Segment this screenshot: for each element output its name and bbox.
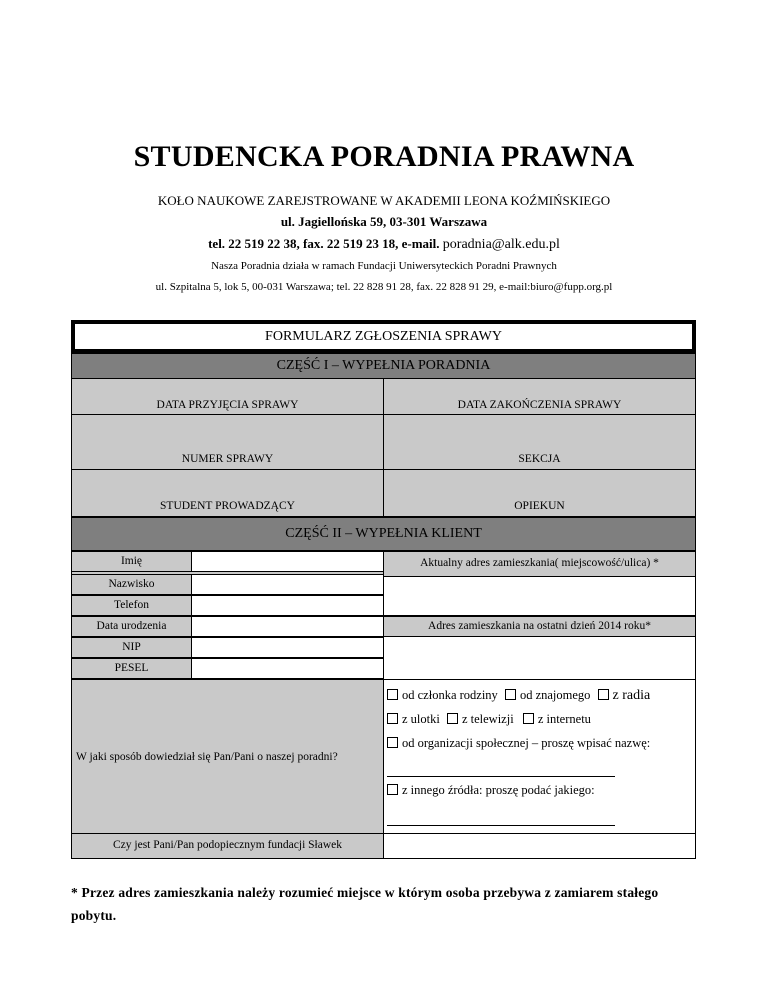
part1-row-divider [72,469,695,470]
first-name-label: Imię [120,555,143,567]
closing-date-label: DATA ZAKOŃCZENIA SPRAWY [457,399,622,411]
organization-title: STUDENCKA PORADNIA PRAWNA [133,140,635,173]
contact-phone-fax: tel. 22 519 22 38, fax. 22 519 23 18, e-mail. [208,236,440,251]
organization-name-line[interactable] [387,776,615,777]
part1-header: CZĘŚĆ I – WYPEŁNIA PORADNIA [71,353,696,379]
form-title: FORMULARZ ZGŁOSZENIA SPRAWY [71,320,696,353]
address-2014-label-cell [383,616,696,637]
contact-email-link[interactable]: poradnia@alk.edu.pl [442,237,560,252]
birth-date-label-cell [71,616,192,637]
internet-checkbox[interactable] [523,713,534,724]
current-address-label-cell [383,551,696,577]
family-option-label: od członka rodziny [402,688,498,702]
radio-option-label: z radia [612,688,651,703]
source-options-row-4 [387,783,595,798]
birth-date-input[interactable] [191,616,384,637]
address-2014-label: Adres zamieszkania na ostatni dzień 2014 roku* [428,620,651,632]
source-options-cell [383,679,696,834]
admission-date-label: DATA PRZYJĘCIA SPRAWY [156,399,299,411]
source-options-row-2 [387,712,591,727]
birth-date-label: Data urodzenia [96,620,167,632]
last-name-input[interactable] [191,574,384,595]
organization-option-label: od organizacji społecznej – proszę wpisać nazwę: [402,736,651,750]
source-question-cell [71,679,384,834]
current-address-label: Aktualny adres zamieszkania( miejscowość/ulica) * [420,557,659,569]
organization-address: ul. Jagiellońska 59, 03-301 Warszawa [280,214,488,229]
nip-label: NIP [122,641,141,653]
phone-label: Telefon [114,599,149,611]
nip-label-cell [71,637,192,658]
internet-option-label: z internetu [537,712,591,726]
other-source-line[interactable] [387,825,615,826]
section-label: SEKCJA [518,453,561,465]
source-options-row-3 [387,736,650,751]
nip-input[interactable] [191,637,384,658]
leaflet-option-label: z ulotki [402,712,440,726]
source-options-row-1 [387,688,650,704]
family-checkbox[interactable] [387,689,398,700]
last-name-label-cell [71,574,192,595]
leaflet-checkbox[interactable] [387,713,398,724]
part2-header: CZĘŚĆ II – WYPEŁNIA KLIENT [71,517,696,551]
first-name-label-cell [71,551,192,572]
phone-label-cell [71,595,192,616]
pesel-label-cell [71,658,192,679]
address-2014-input[interactable] [383,636,696,680]
organization-subtitle: KOŁO NAUKOWE ZAREJSTROWANE W AKADEMII LEONA KOŹMIŃSKIEGO [157,193,611,208]
foundation-note: Nasza Poradnia działa w ramach Fundacji Uniwersyteckich Poradni Prawnych [211,260,557,272]
foundation-answer-input[interactable] [383,833,696,859]
organization-contact [0,236,768,253]
other-option-label: z innego źródła: proszę podać jakiego: [402,783,595,797]
foundation-question-label: Czy jest Pani/Pan podopiecznym fundacji Sławek [113,839,342,851]
organization-checkbox[interactable] [387,737,398,748]
source-question-label: W jaki sposób dowiedział się Pan/Pani o naszej poradni? [76,751,338,763]
case-number-label: NUMER SPRAWY [181,453,274,465]
foundation-question-cell [71,833,384,859]
friend-option-label: od znajomego [519,688,591,702]
part1-section [71,379,696,517]
student-label: STUDENT PROWADZĄCY [160,500,295,512]
tv-checkbox[interactable] [447,713,458,724]
radio-checkbox[interactable] [598,689,609,700]
address-footnote: * Przez adres zamieszkania należy rozumieć miejsce w którym osoba przebywa z zamiarem stałego pobytu. [71,885,659,923]
phone-input[interactable] [191,595,384,616]
first-name-input[interactable] [191,551,384,572]
other-checkbox[interactable] [387,784,398,795]
part2-section [71,551,696,859]
pesel-label: PESEL [114,662,149,674]
foundation-address: ul. Szpitalna 5, lok 5, 00-031 Warszawa; tel. 22 828 91 28, fax. 22 828 91 29, e-mail:biuro@fupp.org.pl [155,281,613,293]
current-address-input[interactable] [383,576,696,616]
supervisor-label: OPIEKUN [514,500,565,512]
last-name-label: Nazwisko [108,578,155,590]
part1-row-divider [72,414,695,415]
tv-option-label: z telewizji [461,712,514,726]
friend-checkbox[interactable] [505,689,516,700]
pesel-input[interactable] [191,658,384,679]
